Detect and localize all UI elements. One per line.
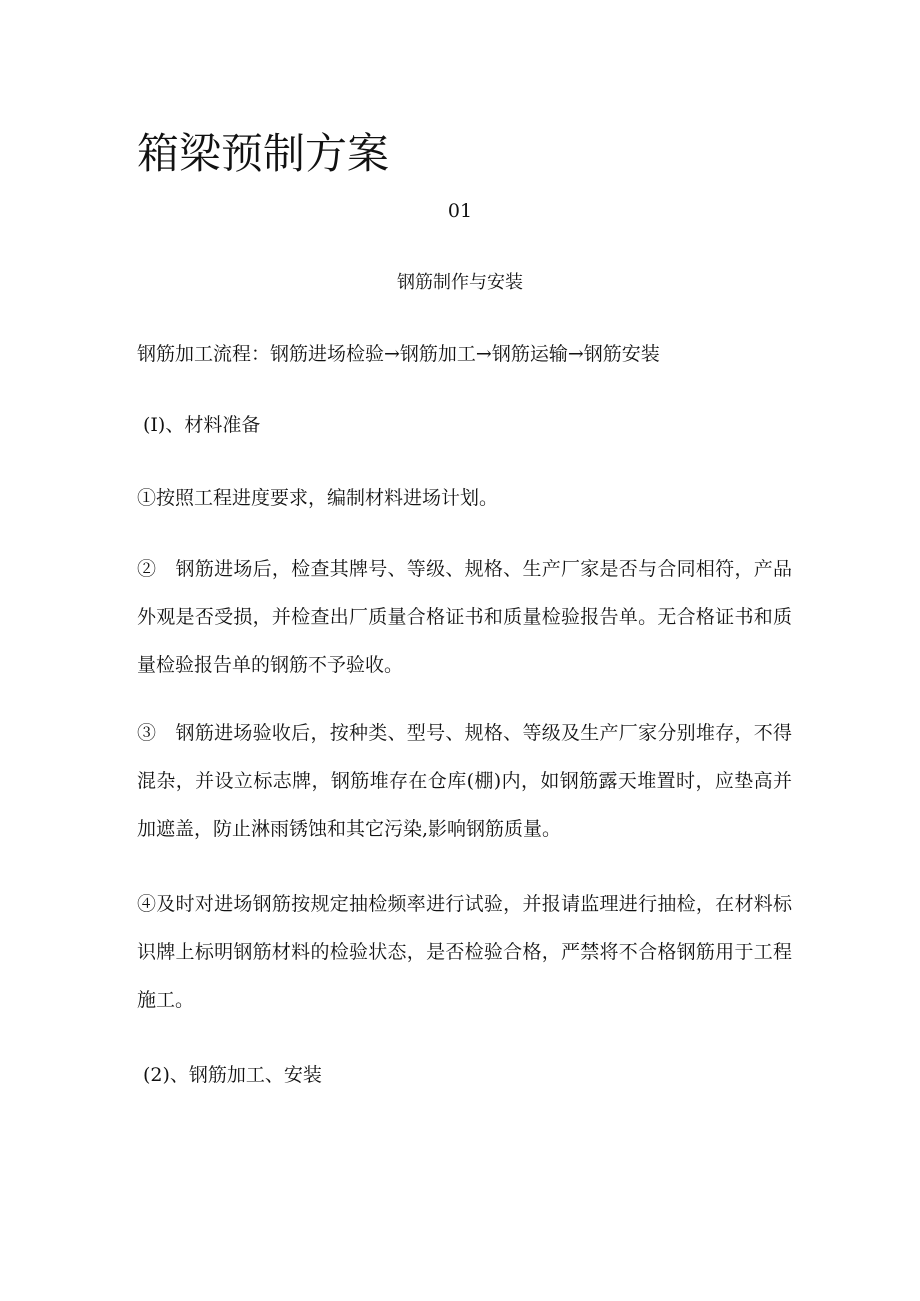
section-heading: 钢筋制作与安装 — [397, 272, 523, 293]
item-2: ② 钢筋进场后，检查其牌号、等级、规格、生产厂家是否与合同相符，产品外观是否受损，并检查出厂质量合格证书和质量检验报告单。无合格证书和质量检验报告单的钢筋不予验收。 — [137, 558, 792, 676]
subsection-2-heading: (2)、钢筋加工、安装 — [143, 1064, 322, 1086]
item-1: ①按照工程进度要求，编制材料进场计划。 — [137, 487, 499, 509]
item-4: ④及时对进场钢筋按规定抽检频率进行试验，并报请监理进行抽检，在材料标识牌上标明钢筋材料的检验状态，是否检验合格，严禁将不合格钢筋用于工程施工。 — [137, 893, 792, 1011]
process-flow: 钢筋加工流程：钢筋进场检验→钢筋加工→钢筋运输→钢筋安装 — [137, 343, 660, 365]
item-3: ③ 钢筋进场验收后，按种类、型号、规格、等级及生产厂家分别堆存，不得混杂，并设立标志牌，钢筋堆存在仓库(棚)内，如钢筋露天堆置时，应垫高并加遮盖，防止淋雨锈蚀和其它污染,影响钢筋质量。 — [137, 722, 792, 840]
subsection-1-heading: (I)、材料准备 — [143, 414, 261, 436]
section-number: 01 — [447, 200, 473, 222]
document-title: 箱梁预制方案 — [137, 129, 390, 178]
